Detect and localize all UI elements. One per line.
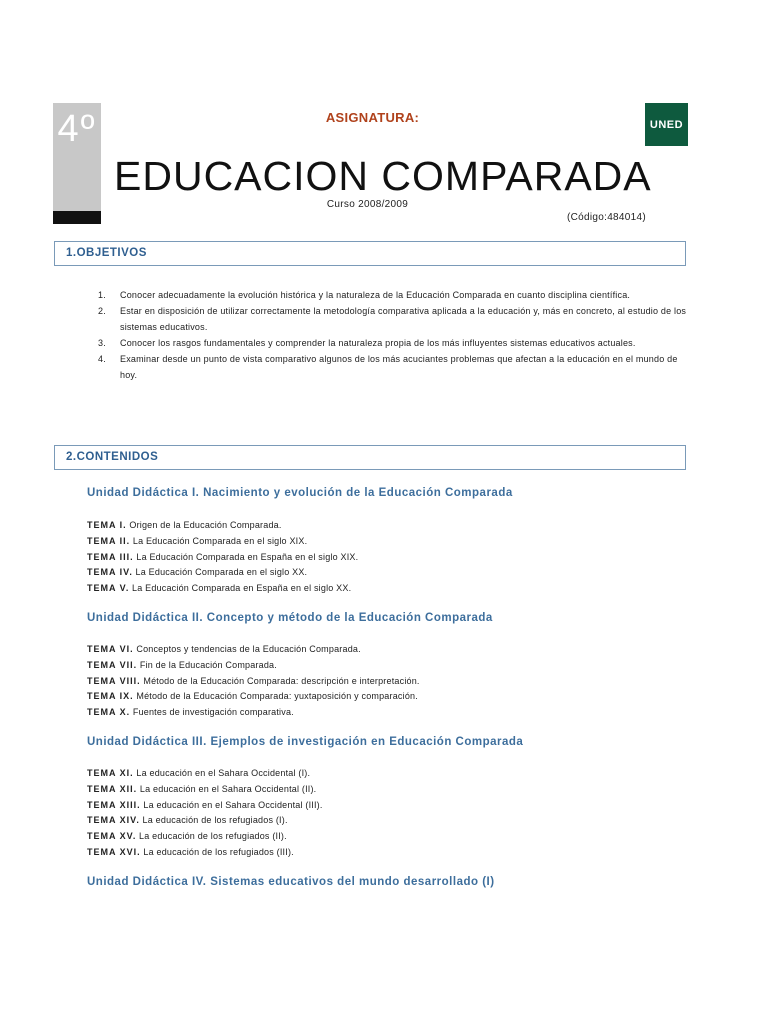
subject-code: (Código:484014): [567, 212, 646, 223]
tema-label: TEMA I.: [87, 520, 127, 530]
tema-label: TEMA IX.: [87, 691, 134, 702]
tema-label: TEMA II.: [87, 535, 131, 546]
list-item: [87, 518, 687, 534]
list-text: Conocer los rasgos fundamentales y comprender la naturaleza propia de los más influyentes sistemas educativos actuales.: [120, 338, 636, 348]
list-item: [87, 782, 687, 798]
section-heading-objetivos: 1.OBJETIVOS: [54, 241, 686, 266]
list-number: 2.: [98, 306, 106, 316]
tema-text: Método de la Educación Comparada: yuxtaposición y comparación.: [133, 691, 418, 702]
tema-label: TEMA XV.: [87, 831, 137, 842]
list-item: [87, 581, 687, 597]
list-item: [87, 829, 687, 845]
unit-title-4: Unidad Didáctica IV. Sistemas educativos del mundo desarrollado (I): [87, 876, 495, 888]
tema-text: Método de la Educación Comparada: descripción e interpretación.: [140, 675, 420, 686]
tema-text: La educación en el Sahara Occidental (I).: [133, 768, 311, 778]
tema-label: TEMA X.: [87, 707, 131, 718]
tema-text: Fin de la Educación Comparada.: [137, 659, 277, 670]
tema-label: TEMA XIV.: [87, 815, 140, 826]
tema-text: Fuentes de investigación comparativa.: [130, 707, 294, 718]
unit-title-1: Unidad Didáctica I. Nacimiento y evolución de la Educación Comparada: [87, 487, 513, 499]
list-item: [98, 287, 688, 303]
list-item: [87, 658, 687, 674]
list-number: 3.: [98, 338, 106, 348]
tema-text: La Educación Comparada en el siglo XX.: [132, 567, 308, 578]
tema-label: TEMA VII.: [87, 659, 138, 670]
tema-label: TEMA VIII.: [87, 675, 141, 686]
list-item: [87, 845, 687, 861]
tema-text: Origen de la Educación Comparada.: [126, 520, 282, 530]
list-text: Estar en disposición de utilizar correctamente la metodología comparativa aplicada a la educación y, más en concreto, al estudio de los sistemas educativos.: [120, 306, 687, 332]
list-item: [87, 642, 687, 658]
tema-text: La educación de los refugiados (I).: [139, 815, 288, 826]
list-item: [87, 565, 687, 581]
tema-label: TEMA XI.: [87, 768, 134, 778]
tema-text: La educación en el Sahara Occidental (III).: [140, 799, 323, 810]
list-number: 4.: [98, 354, 106, 364]
tema-list-3: [87, 766, 687, 861]
tema-label: TEMA IV.: [87, 567, 133, 578]
list-text: Examinar desde un punto de vista comparativo algunos de los más acuciantes problemas que afectan a la educación en el mundo de hoy.: [120, 354, 678, 380]
list-item: [87, 534, 687, 550]
unit-title-2: Unidad Didáctica II. Concepto y método de la Educación Comparada: [87, 612, 493, 624]
tema-label: TEMA XII.: [87, 783, 138, 794]
subject-label: ASIGNATURA:: [325, 110, 420, 125]
list-item: [87, 813, 687, 829]
tema-text: La Educación Comparada en España en el siglo XX.: [129, 583, 352, 594]
unit-title-3: Unidad Didáctica III. Ejemplos de investigación en Educación Comparada: [87, 736, 524, 748]
tema-text: La educación en el Sahara Occidental (II).: [137, 783, 317, 794]
section-heading-contenidos: 2.CONTENIDOS: [54, 445, 686, 470]
list-number: 1.: [98, 290, 106, 300]
uned-logo: [645, 103, 688, 146]
tema-text: La Educación Comparada en el siglo XIX.: [130, 535, 308, 546]
tema-label: TEMA XVI.: [87, 846, 141, 857]
course-year-bar: [53, 211, 101, 224]
list-item: [87, 766, 687, 782]
list-text: Conocer adecuadamente la evolución histórica y la naturaleza de la Educación Comparada en cuanto disciplina científica.: [120, 290, 631, 300]
tema-label: TEMA VI.: [87, 644, 134, 654]
list-item: [87, 550, 687, 566]
list-item: [87, 689, 687, 705]
tema-label: TEMA V.: [87, 583, 130, 594]
objectives-list: [98, 287, 688, 383]
list-item: [98, 303, 688, 335]
tema-text: La educación de los refugiados (III).: [140, 846, 294, 857]
page-title: EDUCACION COMPARADA: [114, 153, 652, 199]
tema-text: La Educación Comparada en España en el siglo XIX.: [133, 551, 359, 562]
list-item: [87, 674, 687, 690]
course-year: 4º: [57, 108, 97, 150]
list-item: [98, 351, 688, 383]
tema-label: TEMA III.: [87, 551, 134, 562]
course-year-text: Curso 2008/2009: [326, 199, 409, 210]
list-item: [98, 335, 688, 351]
tema-label: TEMA XIII.: [87, 799, 141, 810]
tema-text: Conceptos y tendencias de la Educación Comparada.: [133, 644, 361, 654]
tema-list-2: [87, 642, 687, 721]
list-item: [87, 705, 687, 721]
uned-logo-text: UNED: [649, 118, 684, 131]
tema-list-1: [87, 518, 687, 597]
list-item: [87, 798, 687, 814]
tema-text: La educación de los refugiados (II).: [136, 831, 287, 842]
course-year-block: [53, 103, 101, 211]
